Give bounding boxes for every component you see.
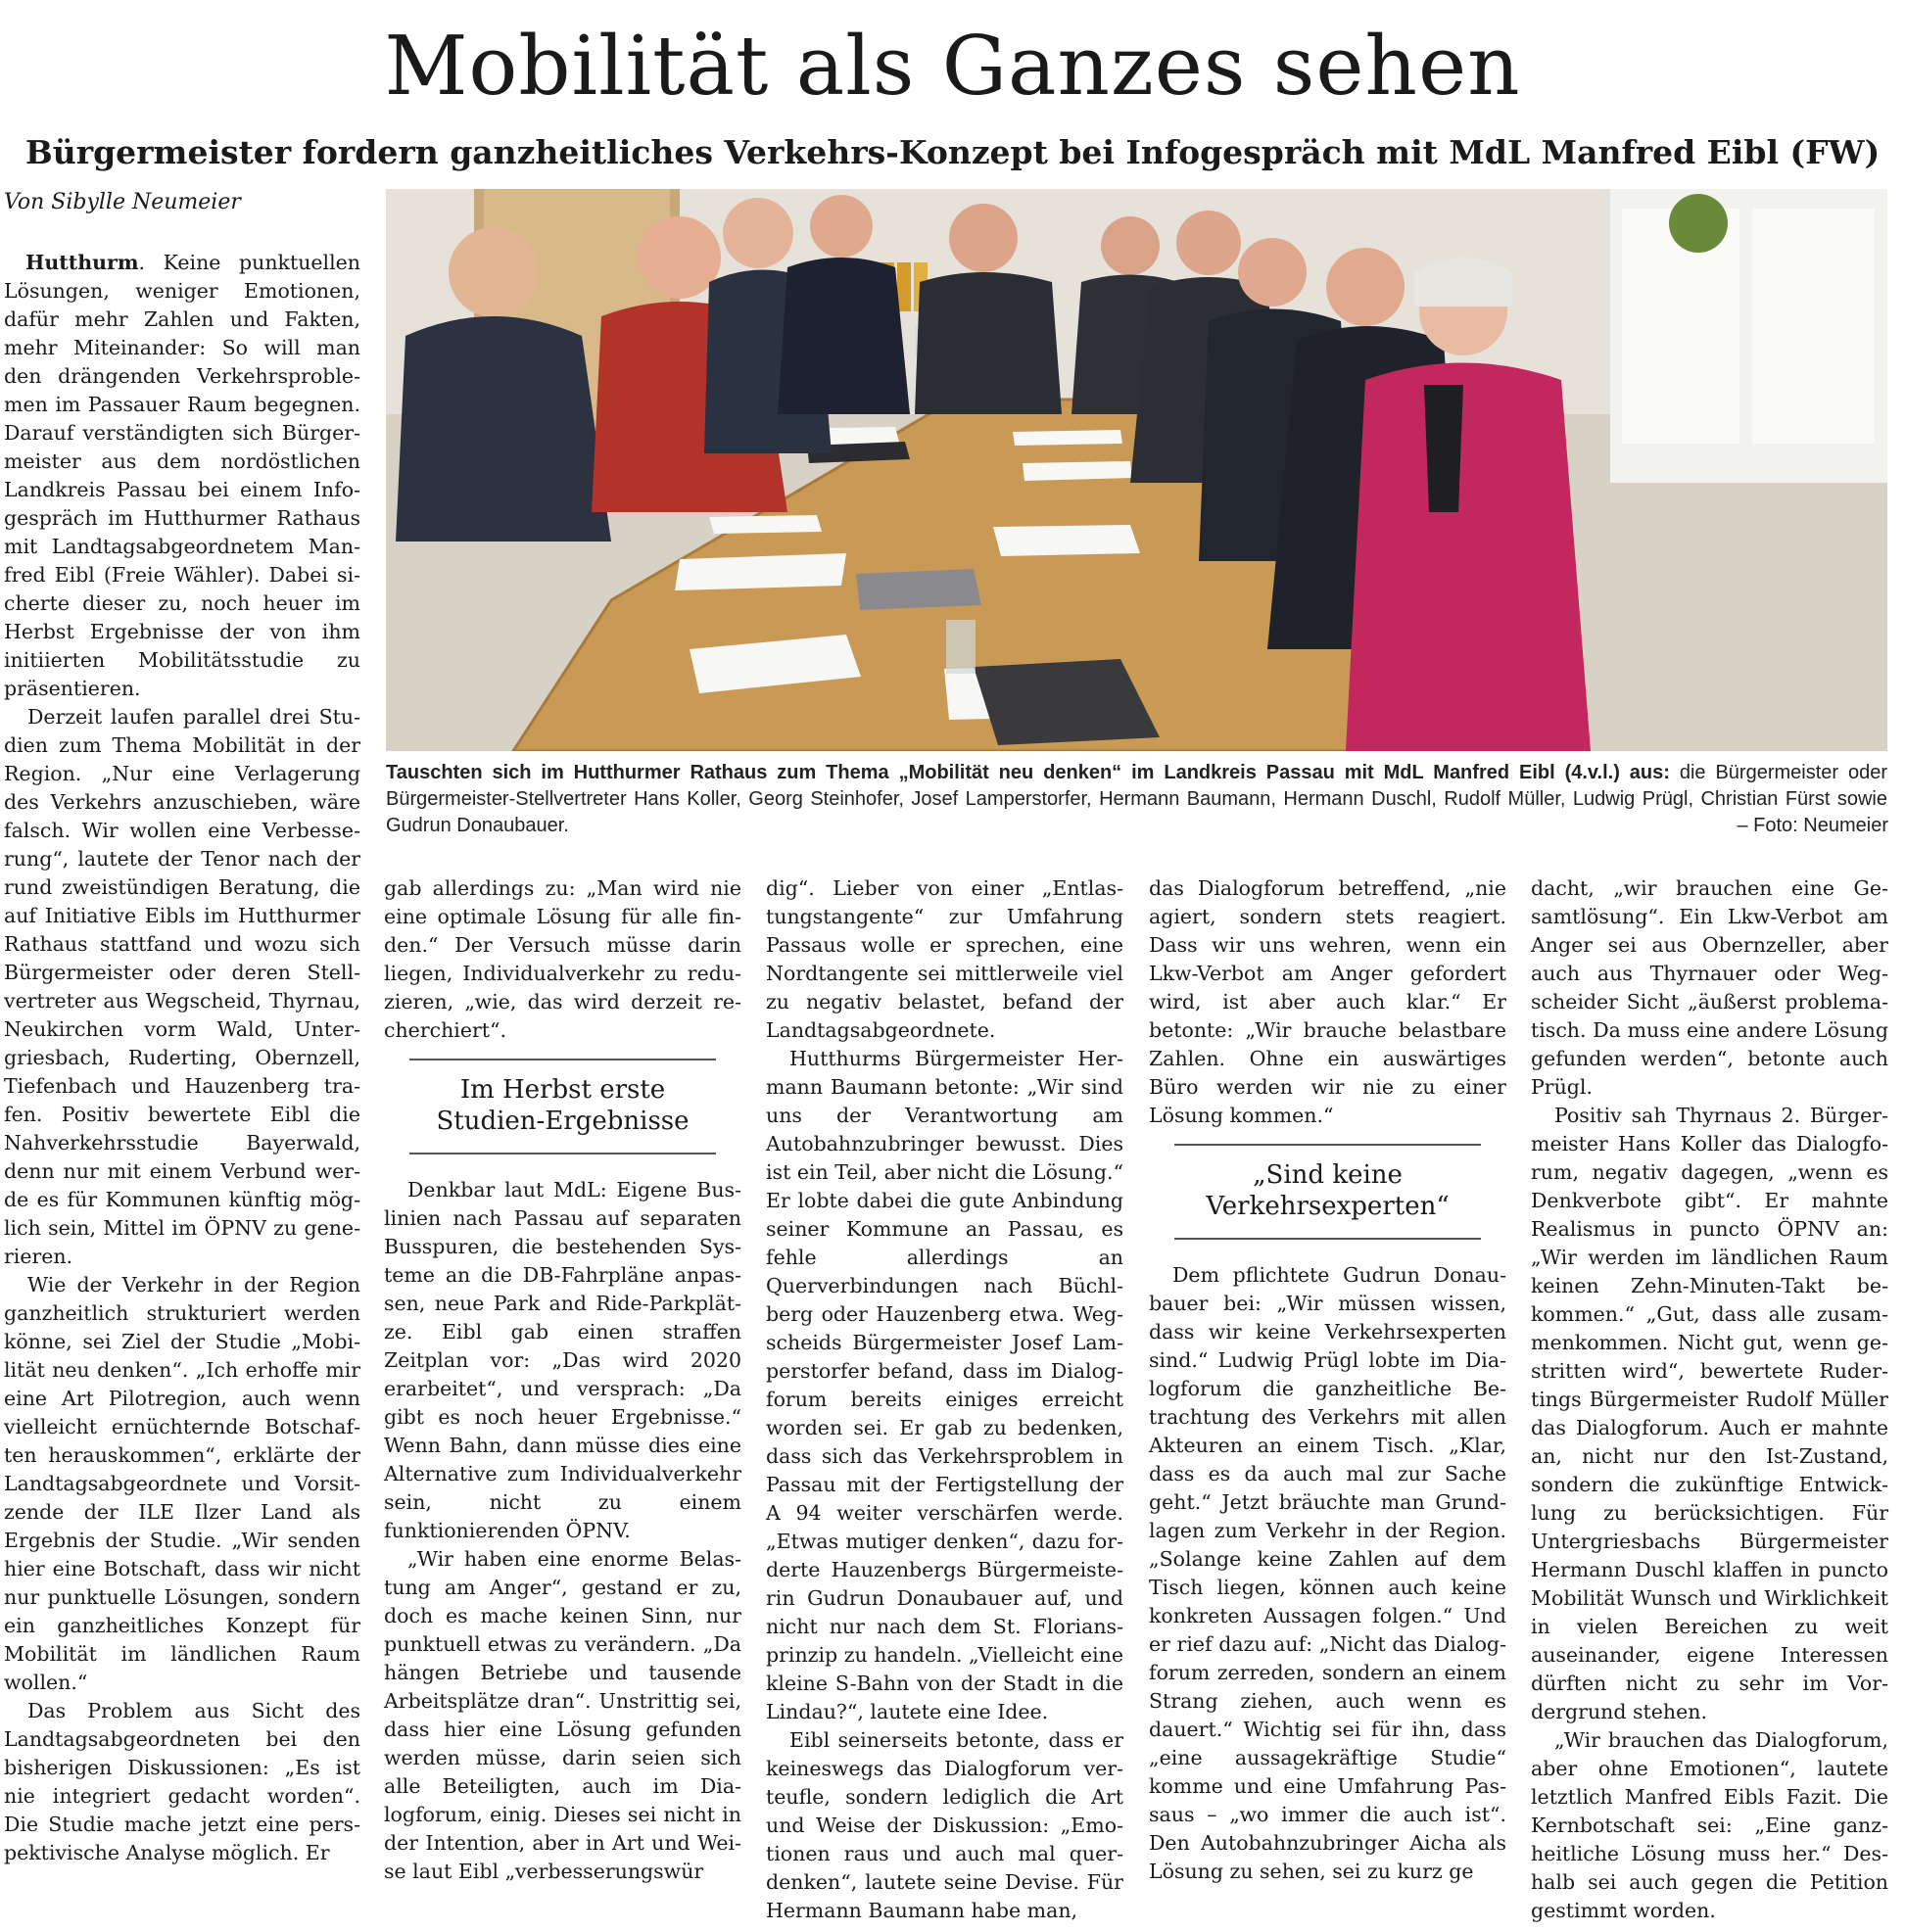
section-subhead: „Sind keine Verkehrsexperten“ (1174, 1144, 1481, 1240)
article-column-4 (1149, 874, 1506, 1886)
article-column-5 (1531, 874, 1888, 1925)
article-column-3 (766, 874, 1123, 1925)
paragraph: Hutthurms Bürgermeister Hermann Baumann betonte: „Wir sind uns der Verantwortung am Autobahnzubringer bewusst. Dies ist ein Teil, aber nicht die Lösung.“ Er lobte dabei die gute Anbindung seiner Kommune an Passau, es fehle allerdings an Querverbindungen nach Büchlberg oder Hauzenberg etwa. Wegscheids Bürgermeister Josef Lamperstorfer befand, dass im Dialogforum bereits einiges erreicht worden sei. Er gab zu bedenken, dass sich das Verkehrsproblem in Passau mit der Fertigstellung der A 94 weiter verschärfen werde. „Etwas mutiger denken“, dazu forderte Hauzenbergs Bürgermeisterin Gudrun Donaubauer auf, und nicht nur nach dem St. Floriansprinzip zu handeln. „Vielleicht eine kleine S-Bahn von der Stadt in die Lindau?“, lautete eine Idee. (766, 1047, 1123, 1723)
paragraph: das Dialogforum betreffend, „nie agiert, sondern stets reagiert. Dass wir uns wehren, wenn ein Lkw-Verbot am Anger gefordert wird, ist aber auch klar.“ Er betonte: „Wir brauche belastbare Zahlen. Ohne ein auswärtiges Büro werden wir nie zu einer Lösung kommen.“ (1149, 876, 1506, 1127)
paragraph: Wie der Verkehr in der Region ganzheitlich strukturiert werden könne, sei Ziel der Studie „Mobilität neu denken“. „Ich erhoffe mir eine Art Pilotregion, auch wenn vielleicht ernüchternde Botschaften herauskommen“, erklärte der Landtagsabgeordnete und Vorsitzende der ILE Ilzer Land als Ergebnis der Studie. „Wir senden hier eine Botschaft, dass wir nicht nur punktuelle Lösungen, sondern ein ganzheitliches Konzept für Mobilität im ländlichen Raum wollen.“ (4, 1273, 360, 1694)
caption-lead: Tauschten sich im Hutthurmer Rathaus zum Thema „Mobilität neu denken“ im Landkreis Passau mit MdL Manfred Eibl (4.v.l.) aus: (386, 762, 1670, 783)
article-column-2 (384, 874, 741, 1886)
section-subhead: Im Herbst erste Studien-Ergebnisse (409, 1059, 716, 1154)
headline: Mobilität als Ganzes sehen (384, 19, 1521, 114)
paragraph: Das Problem aus Sicht des Landtagsabgeordneten bei den bisherigen Diskussionen: „Es ist nie integriert gedacht worden“. Die Studie mache jetzt eine perspektivische Analyse möglich. Er (4, 1699, 360, 1864)
dateline-place: Hutthurm (25, 251, 139, 274)
lead-paragraph (4, 249, 360, 703)
paragraph: dig“. Lieber von einer „Entlastungstangente“ zur Umfahrung Passaus wolle er sprechen, eine Nordtangente sei mittlerweile viel zu negativ belastet, befand der Landtagsabgeordnete. (766, 876, 1123, 1042)
article-column-1 (4, 249, 360, 1867)
paragraph: gab allerdings zu: „Man wird nie eine optimale Lösung für alle finden.“ Der Versuch müsse darin liegen, Individualverkehr zu reduzieren, „wie, das wird derzeit recherchiert“. (384, 876, 741, 1042)
photo-caption (386, 760, 1887, 839)
caption-names: die Bürgermeister oder Bürgermeister-Stellvertreter Hans Koller, Georg Steinhofer, Josef Lamperstorfer, Hermann Baumann, Hermann Duschl, Rudolf Müller, Ludwig Prügl, Christian Fürst sowie Gudrun Donaubauer. (386, 762, 1887, 836)
photo-credit: – Foto: Neumeier (1737, 815, 1888, 836)
paragraph: Dem pflichtete Gudrun Donaubauer bei: „Wir müssen wissen, dass wir keine Verkehrsexperten sind.“ Ludwig Prügl lobte im Dialogforum die ganzheitliche Betrachtung des Verkehrs mit allen Akteuren an einem Tisch. „Klar, dass es da auch mal zur Sache geht.“ Jetzt bräuchte man Grundlagen zum Verkehr in der Region. „Solange keine Zahlen auf dem Tisch liegen, können auch keine konkreten Aussagen folgen.“ Und er rief dazu auf: „Nicht das Dialogforum zerreden, sondern an einem Strang ziehen, auch wenn es dauert.“ Wichtig sei für ihn, dass „eine aussagekräftige Studie“ komme und eine Umfahrung Passaus – „wo immer die auch ist“. Den Autobahnzubringer Aicha als Lösung zu sehen, sei zu kurz ge (1149, 1263, 1506, 1883)
lead-text: . Keine punktuellen Lösungen, weniger Emotionen, dafür mehr Zahlen und Fakten, mehr Miteinander: So will man den drängenden Verkehrsproblemen im Passauer Raum begegnen. Darauf verständigten sich Bürgermeister aus dem nordöstlichen Landkreis Passau bei einem Infogespräch im Hutthurmer Rathaus mit Landtagsabgeordnetem Manfred Eibl (Freie Wähler). Dabei sicherte dieser zu, noch heuer im Herbst Ergebnisse der von ihm initiierten Mobilitätsstudie zu präsentieren. (4, 251, 360, 700)
paragraph: „Wir haben eine enorme Belastung am Anger“, gestand er zu, doch es mache keinen Sinn, nur punktuell etwas zu verändern. „Da hängen Betriebe und tausende Arbeitsplätze dran“. Unstrittig sei, dass hier eine Lösung gefunden werden müsse, darin seien sich alle Beteiligten, auch im Dialogforum, einig. Dieses sei nicht in der Intention, aber in Art und Weise laut Eibl „verbesserungswür (384, 1547, 741, 1883)
subheadline: Bürgermeister fordern ganzheitliches Verkehrs-Konzept bei Infogespräch mit MdL Manfred Eibl (FW) (24, 133, 1881, 171)
paragraph: Positiv sah Thyrnaus 2. Bürgermeister Hans Koller das Dialogforum, negativ dagegen, „wenn es Denkverbote gibt“. Er mahnte Realismus in puncto ÖPNV an: „Wir werden im ländlichen Raum keinen Zehn-Minuten-Takt bekommen.“ „Gut, dass alle zusammenkommen. Nicht gut, wenn gestritten wird“, bewertete Rudertings Bürgermeister Rudolf Müller das Dialogforum. Auch er mahnte an, nicht nur den Ist-Zustand, sondern die zukünftige Entwicklung zu berücksichtigen. Für Untergriesbachs Bürgermeister Hermann Duschl klaffen in puncto Mobilität Wunsch und Wirklichkeit in vielen Bereichen zu weit auseinander, eigene Interessen dürften nicht zu sehr im Vordergrund stehen. (1531, 1104, 1888, 1723)
paragraph: Eibl seinerseits betonte, dass er keineswegs das Dialogforum verteufle, sondern lediglich die Art und Weise der Diskussion: „Emotionen raus und auch mal querdenken“, lautete seine Devise. Für Hermann Baumann habe man, (766, 1728, 1123, 1922)
meeting-photo-illustration (386, 189, 1887, 751)
author-byline: Von Sibylle Neumeier (4, 190, 241, 214)
paragraph: „Wir brauchen das Dialogforum, aber ohne Emotionen“, lautete letztlich Manfred Eibls Fazit. Die Kernbotschaft sei: „Eine ganzheitliche Lösung muss her.“ Deshalb sei auch gegen die Petition gestimmt worden. (1531, 1728, 1888, 1922)
paragraph: Derzeit laufen parallel drei Studien zum Thema Mobilität in der Region. „Nur eine Verlagerung des Verkehrs anzuschieben, wäre falsch. Wir wollen eine Verbesserung“, lautete der Tenor nach der rund zweistündigen Beratung, die auf Initiative Eibls im Hutthurmer Rathaus stattfand und wozu sich Bürgermeister oder deren Stellvertreter aus Wegscheid, Thyrnau, Neukirchen vorm Wald, Untergriesbach, Ruderting, Obernzell, Tiefenbach und Hauzenberg trafen. Positiv bewertete Eibl die Nahverkehrsstudie Bayerwald, denn nur mit einem Verbund werde es für Kommunen künftig möglich sein, Mittel im ÖPNV zu generieren. (4, 705, 360, 1268)
paragraph: Denkbar laut MdL: Eigene Buslinien nach Passau auf separaten Busspuren, die bestehenden Systeme an die DB-Fahrpläne anpassen, neue Park and Ride-Parkplätze. Eibl gab einen straffen Zeitplan vor: „Das wird 2020 erarbeitet“, und versprach: „Da gibt es noch heuer Ergebnisse.“ Wenn Bahn, dann müsse dies eine Alternative zum Individualverkehr sein, nicht zu einem funktionierenden ÖPNV. (384, 1178, 741, 1542)
article-photo (386, 189, 1887, 751)
paragraph: dacht, „wir brauchen eine Gesamtlösung“. Ein Lkw-Verbot am Anger sei aus Obernzeller, aber auch aus Thyrnauer oder Wegscheider Sicht „äußerst problematisch. Da muss eine andere Lösung gefunden werden“, betonte auch Prügl. (1531, 876, 1888, 1099)
